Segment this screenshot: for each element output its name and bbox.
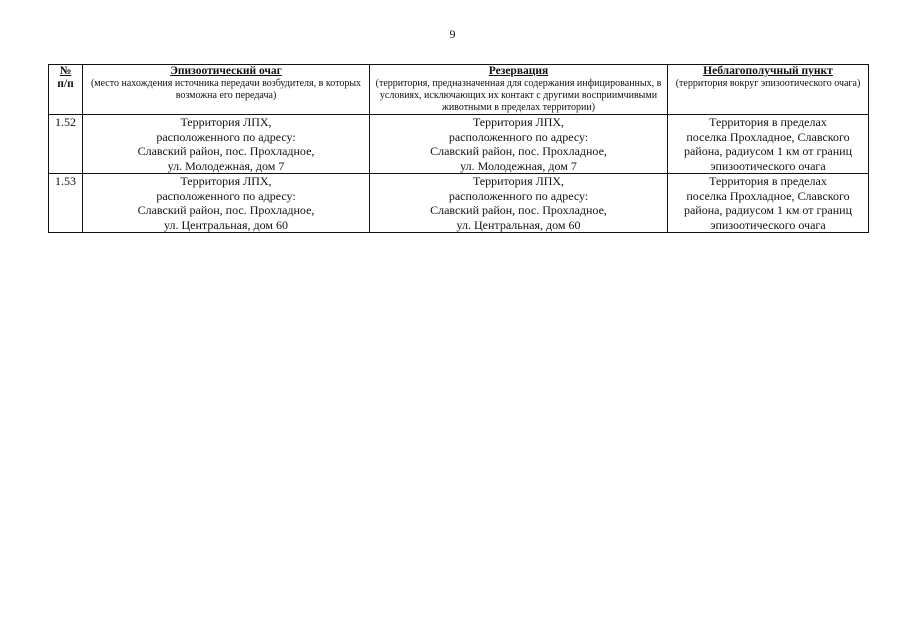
table-row	[49, 115, 869, 174]
header-number-line: №	[59, 65, 72, 77]
cell-line: Территория ЛПХ,	[472, 174, 565, 188]
cell-line: эпизоотического очага	[710, 158, 826, 173]
cell-line: Территория в пределах	[709, 115, 827, 129]
cell-line: расположенного по адресу:	[156, 188, 296, 203]
cell-line: Славский район, пос. Прохладное,	[430, 144, 607, 158]
episootic-table	[48, 64, 869, 233]
table-row	[49, 174, 869, 233]
cell-line: Территория в пределах	[709, 174, 827, 188]
header-number	[49, 65, 83, 115]
cell-line: Территория ЛПХ,	[180, 115, 272, 129]
header-focus-subtitle: (место нахождения источника передачи возбудителя, в которых возможна его передача)	[90, 78, 362, 101]
cell-line: Славский район, пос. Прохладное,	[137, 144, 315, 158]
cell-line: эпизоотического очага	[710, 217, 826, 232]
header-unfavorable	[668, 65, 869, 115]
header-unfavorable-title: Неблагополучный пункт	[703, 65, 833, 77]
cell-line: ул. Молодежная, дом 7	[167, 158, 285, 173]
cell-line: Территория ЛПХ,	[472, 115, 565, 129]
cell-line: поселка Прохладное, Славского	[686, 129, 850, 144]
cell-line: района, радиусом 1 км от границ	[683, 144, 853, 158]
cell-line: Славский район, пос. Прохладное,	[430, 203, 607, 217]
row-number: 1.53	[49, 174, 83, 233]
header-unfavorable-subtitle: (территория вокруг эпизоотического очага)	[675, 78, 861, 89]
header-number-line: п/п	[57, 78, 74, 90]
header-reservation-title: Резервация	[488, 65, 549, 77]
cell-line: расположенного по адресу:	[448, 129, 589, 144]
table-header-row	[49, 65, 869, 115]
cell-line: ул. Молодежная, дом 7	[460, 158, 577, 173]
row-reservation	[370, 115, 668, 174]
cell-line: района, радиусом 1 км от границ	[683, 203, 853, 217]
cell-line: Славский район, пос. Прохладное,	[137, 203, 315, 217]
header-reservation	[370, 65, 668, 115]
cell-line: расположенного по адресу:	[156, 129, 296, 144]
cell-line: расположенного по адресу:	[448, 188, 589, 203]
row-focus	[83, 174, 370, 233]
header-focus-title: Эпизоотический очаг	[170, 65, 282, 77]
cell-line: Территория ЛПХ,	[180, 174, 272, 188]
page-number: 9	[449, 27, 456, 41]
cell-line: ул. Центральная, дом 60	[164, 217, 288, 232]
header-reservation-subtitle: (территория, предназначенная для содержания инфицированных, в условиях, исключающих их контакт с другими восприимчивыми животными в пределах территории)	[375, 78, 662, 113]
row-unfavorable	[668, 115, 869, 174]
row-reservation	[370, 174, 668, 233]
row-number: 1.52	[49, 115, 83, 174]
row-focus	[83, 115, 370, 174]
cell-line: поселка Прохладное, Славского	[686, 188, 850, 203]
cell-line: ул. Центральная, дом 60	[456, 217, 581, 232]
header-focus	[83, 65, 370, 115]
row-unfavorable	[668, 174, 869, 233]
